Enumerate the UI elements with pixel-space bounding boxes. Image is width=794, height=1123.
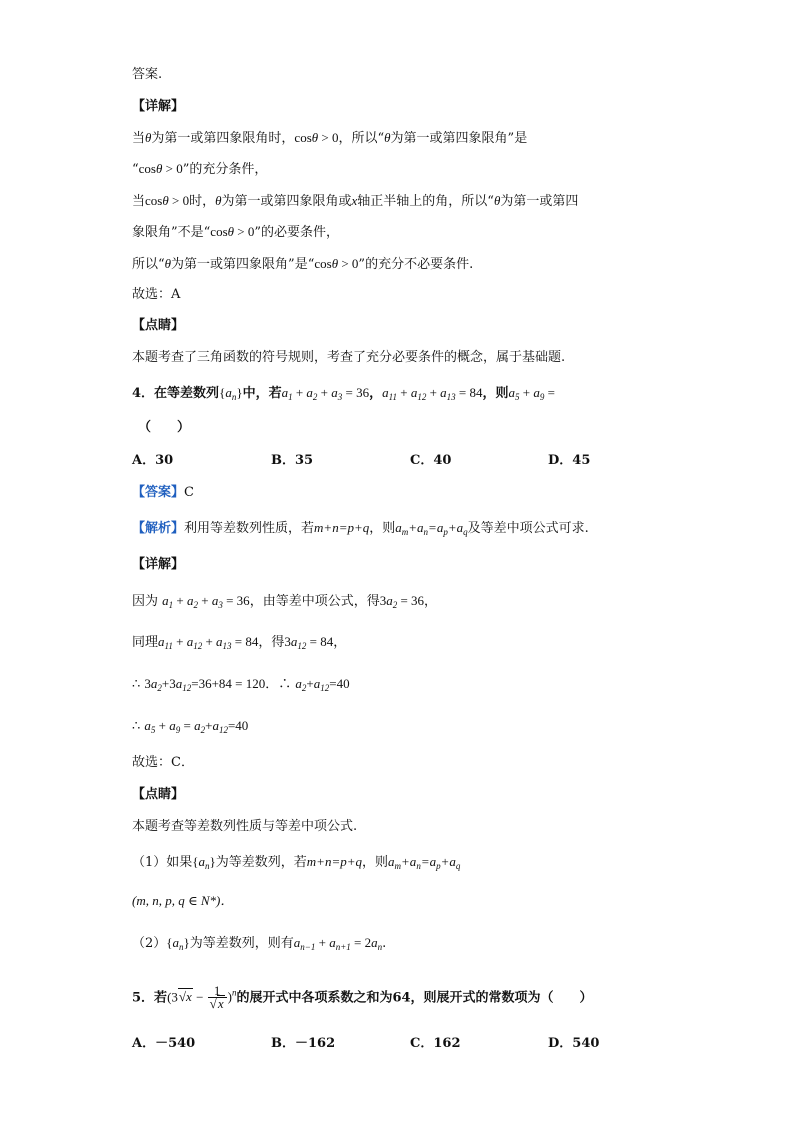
detail-line-2: “cosθ > 0”的充分条件， (132, 161, 268, 177)
q4-comment-heading: 【点睛】 (132, 787, 185, 802)
detail-line-1: 当θ为第一或第四象限角时，cosθ > 0，所以“θ为第一或第四象限角”是 (132, 130, 528, 146)
q4-analysis: 【解析】利用等差数列性质，若m+n=p+q，则$a_m+a_n=a_p+a_q$及等差中项公式可求. (132, 520, 589, 537)
q4-option-a: A．30 (132, 453, 174, 468)
q4-step-3: ∴ $3a_2+3a_{12}=36+84 = 120$．∴ $a_2+a_{12}=40$ (132, 676, 350, 693)
q4-step-1: 因为 $a_1 + a_2 + a_3 = 36$，由等差中项公式，得$3a_2 = 36$， (132, 593, 438, 610)
question-4-stem: 4．在等差数列$\{a_n\}$中，若$a_1 + a_2 + a_3 = 36$，$a_{11} + a_{12} + a_{13} = 84$，则$a_5 + a_9$ = (132, 385, 555, 402)
detail-line-5: 所以“θ为第一或第四象限角”是“cosθ > 0”的充分不必要条件. (132, 256, 474, 272)
q4-option-c: C．40 (410, 453, 452, 468)
q5-option-b: B．－162 (271, 1036, 336, 1051)
q5-option-d: D．540 (548, 1036, 600, 1051)
detail-line-3: 当cosθ > 0时，θ为第一或第四象限角或x轴正半轴上的角，所以“θ为第一或第四 (132, 193, 579, 209)
q4-detail-heading: 【详解】 (132, 557, 185, 572)
q4-choice: 故选：C． (132, 755, 194, 770)
q4-step-2: 同理$a_{11} + a_{12} + a_{13} = 84$，得$3a_{12} = 84$， (132, 634, 347, 651)
q5-option-c: C．162 (410, 1036, 461, 1051)
detail-heading: 【详解】 (132, 99, 185, 114)
q4-option-b: B．35 (271, 453, 314, 468)
q4-comment: 本题考查等差数列性质与等差中项公式. (132, 819, 358, 834)
q5-option-a: A．－540 (132, 1036, 196, 1051)
choice-line: 故选：A (132, 287, 181, 302)
q4-answer: 【答案】C (132, 485, 194, 500)
q4-note-2: $(2)\{a_n\}$为等差数列，则有$a_{n-1} + a_{n+1} = 2a_n$. (132, 935, 387, 952)
comment-text: 本题考查了三角函数的符号规则，考查了充分必要条件的概念，属于基础题. (132, 350, 566, 365)
question-5-stem: 5．若(3√x − $\frac{1}{√x}$ )$^n$的展开式中各项系数之和为64，则展开式的常数项为（ ） (132, 983, 593, 1012)
q4-note-1: （1）如果$\{a_n\}$为等差数列，若m+n=p+q，则$a_m+a_n=a_p+a_q$ (132, 854, 461, 871)
q4-note-1-condition: (m, n, p, q ∈ N*)． (132, 893, 234, 908)
q4-option-d: D．45 (548, 453, 591, 468)
q4-step-4: ∴ $a_5 + a_9 = a_2+a_{12}=40$ (132, 718, 249, 735)
answer-tail: 答案. (132, 67, 163, 82)
detail-line-4: 象限角”不是“cosθ > 0”的必要条件， (132, 224, 340, 240)
comment-heading: 【点睛】 (132, 318, 185, 333)
question-4-paren: （ ） (138, 420, 191, 435)
